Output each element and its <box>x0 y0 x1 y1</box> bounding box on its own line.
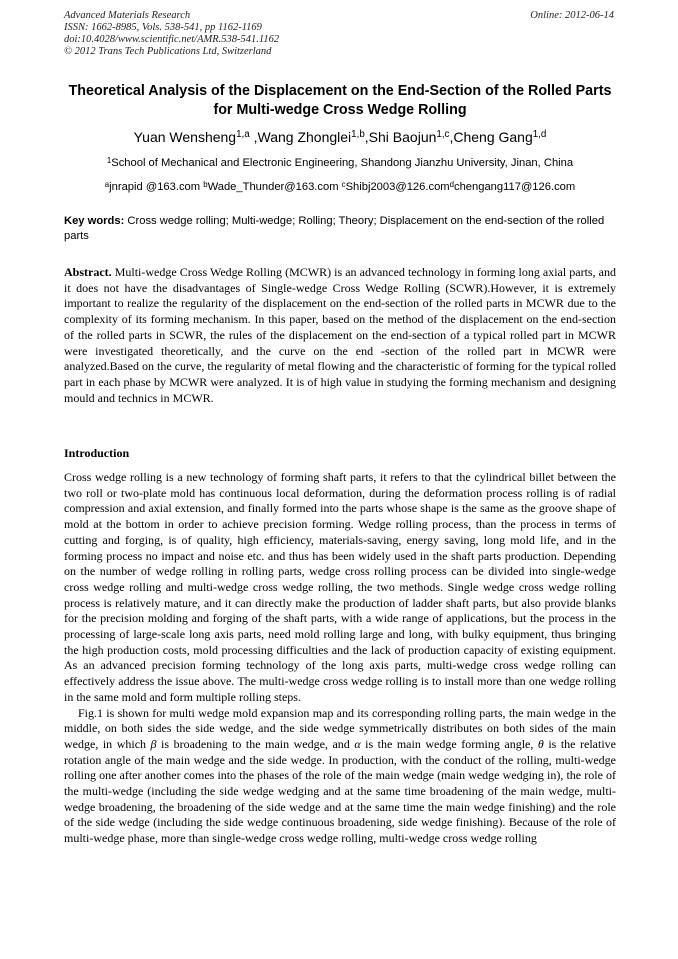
keywords-text: Cross wedge rolling; Multi-wedge; Rolling; Theory; Displacement on the end-section of the rolled parts <box>64 215 605 242</box>
intro-p2-text: is broadening to the main wedge, and <box>156 736 355 751</box>
email-marker: c <box>341 180 346 189</box>
intro-paragraph-2 <box>64 706 616 847</box>
email-address[interactable]: chengang117@126.com <box>453 181 576 193</box>
affiliation-marker: 1 <box>106 156 112 165</box>
author-affil-marker: 1,d <box>532 129 547 140</box>
author-list <box>64 129 616 145</box>
issn-line: ISSN: 1662-8985, Vols. 538-541, pp 1162-1169 <box>64 22 262 33</box>
email-address[interactable]: jnrapid @163.com <box>109 181 204 193</box>
author-name: Wang Zhonglei <box>257 129 352 145</box>
theta-symbol: θ <box>537 736 544 751</box>
alpha-symbol: α <box>354 736 361 751</box>
intro-p2-text: Fig.1 is shown for multi wedge mold expansion map and its corresponding rolling parts, the main wedge in the middle, on both sides the side wedge, and the side wedge symmetrically distributes on both sides of the main wedge, in which <box>64 705 616 751</box>
author-affil-marker: 1,b <box>351 129 365 140</box>
author-separator: , <box>249 129 258 145</box>
doi-line[interactable]: doi:10.4028/www.scientific.net/AMR.538-541.1162 <box>64 34 280 45</box>
author-name: Cheng Gang <box>453 129 533 145</box>
affiliation-text: School of Mechanical and Electronic Engineering, Shandong Jianzhu University, Jinan, China <box>111 157 574 169</box>
author-affil-marker: 1,a <box>236 129 250 140</box>
abstract-label: Abstract. <box>64 265 112 279</box>
journal-header <box>64 10 279 58</box>
email-marker: a <box>104 180 110 189</box>
abstract <box>64 265 616 406</box>
author-name: Yuan Wensheng <box>133 129 237 145</box>
introduction-body <box>64 470 616 847</box>
author-affil-marker: 1,c <box>436 129 450 140</box>
email-address[interactable]: Shibj2003@126.com <box>345 181 450 193</box>
author-name: Shi Baojun <box>368 129 437 145</box>
intro-p2-text: is the main wedge forming angle, <box>360 736 538 751</box>
abstract-text: Multi-wedge Cross Wedge Rolling (MCWR) is an advanced technology in forming long axial parts, and it does not have the disadvantages of Single-wedge Cross Wedge Rolling (SCWR).However, it is extremely important to realize the regularity of the displacement on the end-section of the rolled parts in MCWR due to the complexity of its forming mechanism. In this paper, based on the method of the displacement on the end-section of the rolled parts in SCWR, the rules of the displacement on the end-section of a typical rolled part in MCWR were investigated theoretically, and the curve on the end -section of the rolled part in MCWR were analyzed.Based on the curve, the regularity of metal flowing and the characteristic of forming for the typical rolled part in each phase by MCWR were analyzed. It is of high value in studying the forming mechanism and designing mould and technics in MCWR. <box>64 265 616 405</box>
email-marker: b <box>203 180 208 189</box>
author-separator: , <box>364 129 369 145</box>
affiliation <box>64 156 616 170</box>
intro-p2-text: is the relative rotation angle of the main wedge and the side wedge. In production, with the conduct of the rolling, multi-wedge rolling one after another comes into the phases of the role of the main wedge (main wedge wedging in), the role of the multi-wedge (including the side wedge wedging and at the same time broadening of the main wedge, multi-wedge broadening, the broadening of the side wedge and at the same time the main wedge finishing) and the role of the side wedge (including the side wedge continuous broadening, side wedge finishing). Because of the role of multi-wedge phase, more than single-wedge cross wedge rolling, multi-wedge cross wedge rolling <box>64 736 616 846</box>
journal-name: Advanced Materials Research <box>64 10 191 21</box>
keywords-label: Key words: <box>64 215 125 227</box>
paper-title: Theoretical Analysis of the Displacement on the End-Section of the Rolled Parts for Multi-wedge Cross Wedge Rolling <box>68 83 612 118</box>
email-address[interactable]: Wade_Thunder@163.com <box>207 181 342 193</box>
email-marker: d <box>449 180 454 189</box>
author-separator: , <box>449 129 454 145</box>
section-heading-introduction: Introduction <box>64 446 130 460</box>
copyright-line: © 2012 Trans Tech Publications Ltd, Switzerland <box>64 46 272 57</box>
beta-symbol: β <box>150 736 157 751</box>
email-list <box>64 180 616 194</box>
intro-paragraph-1: Cross wedge rolling is a new technology of forming shaft parts, it refers to that the cylindrical billet between the two roll or two-plate mold has continuous local deformation, during the deformation process rolling is of radial compression and axial extension, and finally formed into the parts whose shape is the same as the groove shape of mold at the bottom in order to achieve precision forming. Wedge rolling process, than the process in terms of cutting and forging, is of quality, high efficiency, materials-saving, energy saving, long mold life, and in the forming process no impact and noise etc. and thus has been widely used in the shaft parts production. Depending on the number of wedge rolling in rolling parts, wedge cross rolling process can be divided into single-wedge cross wedge rolling and multi-wedge cross wedge rolling, the two methods. Single wedge cross wedge rolling process is relatively mature, and it can directly make the production of ladder shaft parts, but also provide blanks for the precision molding and forging of the shaft parts, with a wide range of applications, but the process in the processing of large-scale long axis parts, need mold rolling large and long, with bulky equipment, thus bringing the high production costs, mold processing difficulties and the lack of production capacity of existing equipment. As an advanced precision forming technology of the long axis parts, multi-wedge cross wedge rolling can effectively address the issue above. The multi-wedge cross wedge rolling is to install more than one wedge rolling in the same mold and form multiple rolling steps. <box>64 470 616 704</box>
online-date: Online: 2012-06-14 <box>530 10 614 21</box>
keywords <box>64 214 616 243</box>
